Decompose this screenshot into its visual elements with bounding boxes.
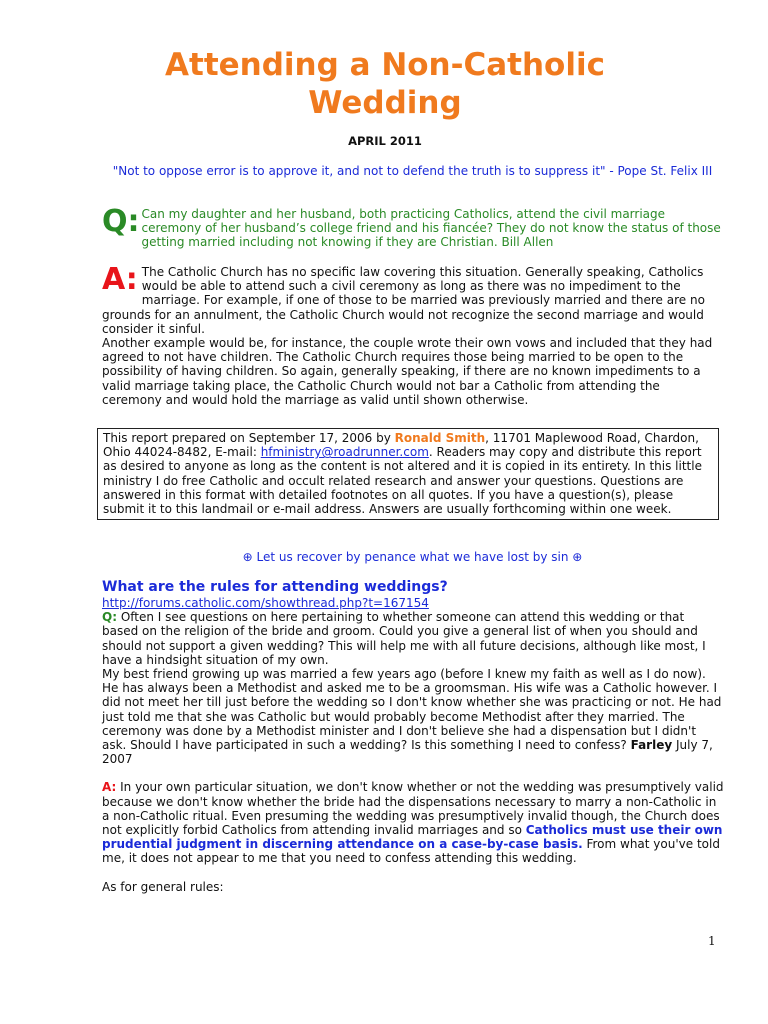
section-a-text-1: In your own particular situation, we don't know whether or not the wedding was presumptively valid because we don't know whether the bride had the dispensations necessary to marry a non-Catholic in a non-Catholic ritual. Even presuming the wedding was presumptively invalid though, the Church does not explicitly forbid Catholics from attending invalid marriages and so bbox=[102, 780, 724, 838]
question-author: Farley bbox=[630, 738, 673, 753]
section-a-bold: Catholics must use their own prudential judgment in discerning attendance on a case-by-case basis. bbox=[102, 823, 723, 852]
section-a-label: A: bbox=[102, 780, 117, 795]
answer-block bbox=[102, 262, 722, 407]
question-block bbox=[102, 204, 722, 250]
page-number: 1 bbox=[708, 934, 716, 948]
report-text-2: , 11701 Maplewood Road, Chardon, Ohio 44024-8482, E-mail: bbox=[103, 431, 699, 460]
forum-link[interactable]: http://forums.catholic.com/showthread.php?t=167154 bbox=[102, 596, 429, 610]
report-text-1: This report prepared on September 17, 2006 by bbox=[103, 431, 395, 445]
section-q-label: Q: bbox=[102, 610, 117, 625]
section-a-text-2: From what you've told me, it does not appear to me that you need to confess attending this wedding. bbox=[102, 837, 720, 866]
prayer-line: ⊕ Let us recover by penance what we have lost by sin ⊕ bbox=[242, 550, 583, 564]
general-rules-text: As for general rules: bbox=[102, 879, 224, 894]
page-title: Attending a Non-Catholic Wedding bbox=[165, 47, 605, 121]
question-date: July 7, 2007 bbox=[102, 738, 713, 767]
report-notice-box bbox=[97, 428, 719, 520]
report-text-3: . Readers may copy and distribute this report as desired to anyone as long as the content is not altered and it is copied in its entirety. In this little ministry I do free Catholic and occult related research and answer your questions. Questions are answered in this format with detailed footnotes on all quotes. If you have a question(s), please submit it to this landmail or e-mail address. Answers are usually forthcoming within one week. bbox=[103, 445, 702, 517]
answer-letter: A: bbox=[102, 262, 138, 297]
answer-paragraph-1: The Catholic Church has no specific law covering this situation. Generally speaking, Catholics would be able to attend such a civil ceremony as long as there was no impediment to the marriage. For example, if one of those to be married was previously married and there are no grounds for an annulment, the Catholic Church would not recognize the second marriage and would consider it sinful. bbox=[102, 265, 705, 336]
section-q-text-2: My best friend growing up was married a few years ago (before I knew my faith as well as I do now). He has always been a Methodist and asked me to be a groomsman. His wife was a Catholic however. I did not meet her till just before the wedding so I don't know whether she was practicing or not. He had just told me that she was Catholic but would probably become Methodist after they married. The ceremony was done by a Methodist minister and I don't believe she had a dispensation but I didn't ask. Should I have participated in such a wedding? Is this something I need to confess? bbox=[102, 667, 722, 753]
question-text: Can my daughter and her husband, both practicing Catholics, attend the civil marriage ceremony of her husband’s college friend and his fiancée? They do not know the status of those getting married including not knowing if they are Christian. Bill Allen bbox=[141, 207, 721, 250]
rules-section bbox=[102, 578, 724, 894]
epigraph-quote: "Not to oppose error is to approve it, and not to defend the truth is to suppress it" - Pope St. Felix III bbox=[112, 164, 713, 178]
report-author: Ronald Smith bbox=[394, 431, 486, 445]
section-heading: What are the rules for attending weddings? bbox=[102, 579, 448, 595]
report-email-link[interactable]: hfministry@roadrunner.com bbox=[260, 445, 429, 460]
answer-paragraph-2: Another example would be, for instance, the couple wrote their own vows and included that they had agreed to not have children. The Catholic Church requires those being married to be open to the possibility of having children. So again, generally speaking, if there are no known impediments to a valid marriage taking place, the Catholic Church would not bar a Catholic from attending the ceremony and would hold the marriage as valid until shown otherwise. bbox=[102, 336, 713, 407]
question-letter: Q: bbox=[102, 204, 140, 239]
section-q-text-1: Often I see questions on here pertaining to whether someone can attend this wedding or that based on the religion of the bride and groom. Could you give a general list of when you should and should not support a given wedding? This will help me with all future decisions, although like most, I have a hindsight situation of my own. bbox=[102, 610, 706, 667]
issue-date: APRIL 2011 bbox=[348, 134, 422, 148]
